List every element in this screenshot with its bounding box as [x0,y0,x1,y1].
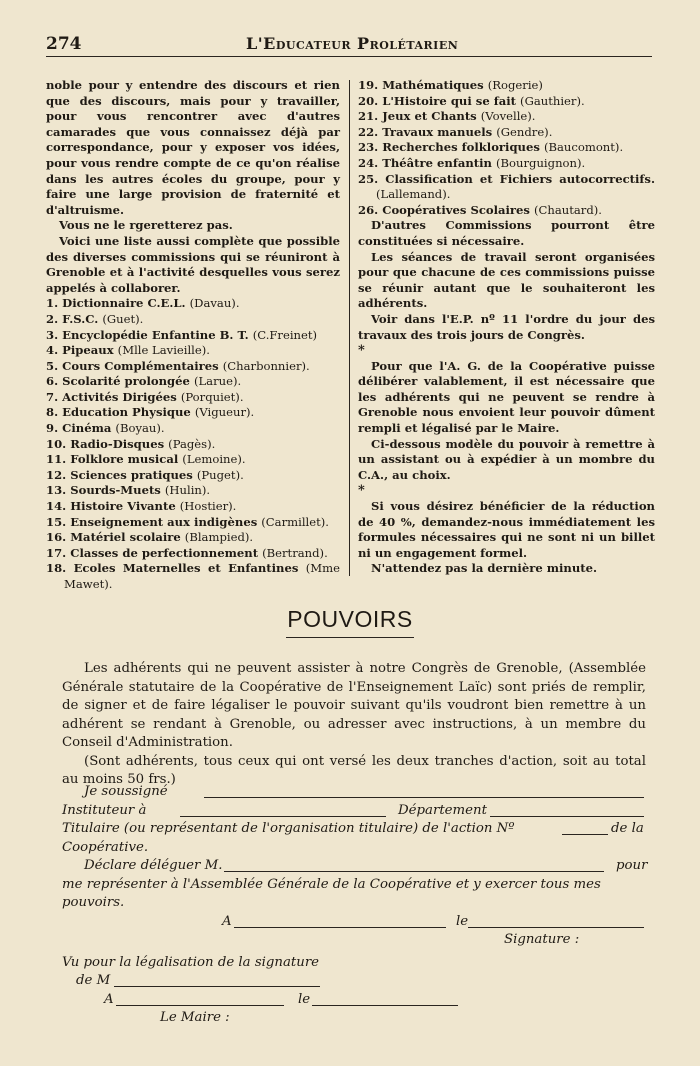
form-label: Vu pour la légalisation de la signature [62,954,320,970]
commission-item [358,203,655,219]
form-label: Département [398,802,487,818]
form-label: A [104,991,114,1007]
commission-leader: (Pagès). [168,436,216,451]
commission-item [46,561,340,592]
commission-leader: (Hulin). [164,483,211,498]
commission-item [358,172,655,203]
item-number: 19. [358,78,379,92]
item-number: 6. [46,374,59,389]
commission-title: Matériel scolaire [70,530,181,545]
journal-title: L'Educateur Prolétarien [246,34,459,53]
commission-item [46,421,340,437]
form-line-signature [62,931,652,950]
form-line-pouvoirs [62,894,652,913]
commission-item [46,405,340,421]
form-line-titulaire [62,820,652,839]
form-label: Je soussigné [84,784,168,799]
commission-leader: (Carmillet). [261,514,329,529]
form-label: Titulaire (ou représentant de l'organisation titulaire) de l'action Nº [62,821,515,836]
commission-title: Jeux et Chants [382,109,477,124]
delegate-field[interactable] [224,858,604,872]
paragraph: Les séances de travail seront organisées pour que chacune de ces commissions puisse se réunir autant que le souhaiteront les adhérents. [358,249,655,311]
commission-leader: (Gauthier). [520,93,585,108]
commission-leader: (C.Freinet) [252,327,318,342]
commission-item [358,94,655,110]
commission-leader: (Rogerie) [487,78,543,92]
form-label: pouvoirs. [62,895,125,910]
paragraph: Si vous désirez bénéficier de la réduction de 40 %, demandez-nous immédiatement les formules nécessaires qui ne sont ni un billet ni un engagement formel. [358,499,655,560]
form-label: de la [611,821,644,836]
form-label: le [456,913,469,929]
commission-leader: (Mlle Lavieille). [117,343,210,358]
page-number: 274 [46,34,82,54]
form-line-place-date [62,913,652,932]
commission-item [46,468,340,484]
form-line-soussigne [62,783,652,802]
commission-item [46,328,340,344]
commission-item [46,546,340,562]
form-line-de-m [62,972,652,991]
place-field[interactable] [234,914,446,928]
departement-field[interactable] [490,803,644,817]
item-number: 18. [46,561,67,576]
form-line-legalisation-date [62,991,652,1010]
commission-title: Scolarité prolongée [62,374,190,389]
commission-title: Sciences pratiques [70,467,193,482]
form-label: me représenter à l'Assemblée Générale de la Coopérative et y exercer tous mes [62,876,601,892]
paragraph: Vous ne le rgeretterez pas. [59,218,233,233]
commission-item [358,125,655,141]
paragraph: Pour que l'A. G. de la Coopérative puisse délibérer valablement, il est nécessaire que les adhérents qui ne peuvent se rendre à Grenoble nous envoient leur pouvoir dûment rempli et légalisé par le Maire. [358,358,655,436]
item-number: 24. [358,155,379,170]
form-label: Coopérative. [62,839,149,855]
paragraph: Ci-dessous modèle du pouvoir à remettre à un assistant ou à expédier à un mombre du C.A., au choix. [358,436,655,482]
commission-item [46,359,340,375]
commission-title: Mathématiques [382,78,484,92]
commission-title: Théâtre enfantin [382,155,492,170]
commission-item [46,374,340,390]
commission-leader: (Hostier). [179,499,237,514]
commission-leader: (Porquiet). [180,389,244,404]
commission-title: Travaux manuels [382,124,493,139]
town-field[interactable] [180,803,386,817]
date-field[interactable] [468,914,644,928]
commission-title: Radio-Disques [70,436,165,451]
item-number: 4. [46,343,59,358]
commission-leader: (Davau). [189,296,240,311]
item-number: 17. [46,545,67,560]
commission-title: Coopératives Scolaires [382,202,530,217]
commission-title: Classification et Fichiers autocorrectifs. [385,171,655,186]
commission-leader: (Lemoine). [182,452,246,467]
commission-title: Recherches folkloriques [382,140,540,155]
commission-title: Activités Dirigées [62,389,177,404]
commission-item [46,296,340,312]
form-label: A [222,913,232,929]
commission-item [46,312,340,328]
item-number: 14. [46,499,67,514]
item-number: 8. [46,405,59,420]
commission-title: Cinéma [62,421,112,436]
paragraph: noble pour y entendre des discours et rien que des discours, mais pour y travailler, pour vous rencontrer avec d'autres camarades que vous connaissez déjà par correspondance, pour y exposer vos idées, pour vous rendre compte de ce qu'on réalise dans les autres écoles du groupe, pour y faire une large provision de fraternité et d'altruisme. [46,78,340,217]
pouvoirs-intro [62,660,646,790]
form-label: de M [76,973,111,988]
separator-asterisk: * [358,483,365,499]
paragraph: Voici une liste aussi complète que possible des diverses commissions qui se réuniront à Grenoble et à l'activité desquelles vous serez appelés à collaborer. [46,233,340,295]
paragraph: N'attendez pas la dernière minute. [371,561,598,576]
item-number: 10. [46,436,67,451]
commission-leader: (Puget). [196,467,244,482]
commission-leader: (Blampied). [184,530,254,545]
item-number: 26. [358,202,379,217]
item-number: 21. [358,109,379,124]
item-number: 22. [358,124,379,139]
item-number: 13. [46,483,67,498]
paragraph: D'autres Commissions pourront être constituées si nécessaire. [358,218,655,248]
form-line-maire [62,1009,652,1028]
proxy-form [62,783,652,1028]
commission-leader: (Vigueur). [194,405,255,420]
commission-item [46,515,340,531]
column-divider [349,80,350,576]
commission-title: Dictionnaire C.E.L. [62,296,186,311]
commission-item [46,452,340,468]
item-number: 9. [46,421,59,436]
commission-title: Encyclopédie Enfantine B. T. [62,327,249,342]
commission-leader: (Baucomont). [543,140,624,155]
legalisation-date-field[interactable] [312,992,458,1006]
commission-leader: (Mme Mawet). [64,561,340,591]
form-label: pour [616,858,648,873]
item-number: 11. [46,452,67,467]
form-label: Déclare déléguer M. [84,858,223,873]
commission-leader: (Lallemand). [376,187,451,202]
commission-title: F.S.C. [62,311,99,326]
commission-item [46,530,340,546]
commission-leader: (Charbonnier). [222,358,310,373]
form-label: le [298,991,311,1007]
item-number: 15. [46,514,67,529]
form-line-cooperative [62,839,652,858]
form-line-represent [62,876,652,895]
commission-title: Histoire Vivante [70,499,176,514]
commission-list [358,78,655,218]
paragraph: Les adhérents qui ne peuvent assister à notre Congrès de Grenoble, (Assemblée Générale statutaire de la Coopérative de l'Enseignement Laïc) sont priés de remplir, de signer et de faire légaliser le pouvoir suivant qu'ils voudront bien remettre à un adhérent se rendant à Grenoble, ou adresser avec instructions, à un membre du Conseil d'Administration. [62,661,646,750]
item-number: 5. [46,358,59,373]
item-number: 12. [46,467,67,482]
commission-item [46,483,340,499]
item-number: 23. [358,140,379,155]
form-line-deleguer [62,857,652,876]
commission-item [358,140,655,156]
item-number: 2. [46,311,59,326]
commission-leader: (Guet). [102,311,144,326]
commission-leader: (Gendre). [496,124,553,139]
commission-item [358,78,655,94]
commission-title: Pipeaux [62,343,114,358]
separator-asterisk: * [358,343,365,359]
item-number: 16. [46,530,67,545]
commission-leader: (Vovelle). [480,109,536,124]
commission-leader: (Boyau). [115,421,165,436]
commission-item [46,343,340,359]
commission-leader: (Larue). [193,374,242,389]
commission-leader: (Chautard). [534,202,602,217]
item-number: 20. [358,93,379,108]
commission-title: Enseignement aux indigènes [70,514,258,529]
commission-item [46,499,340,515]
name-field[interactable] [204,784,644,798]
section-title: POUVOIRS [287,606,413,632]
item-number: 1. [46,296,59,311]
commission-item [46,390,340,406]
paragraph: Voir dans l'E.P. nº 11 l'ordre du jour des travaux des trois jours de Congrès. [358,311,655,342]
commission-title: Cours Complémentaires [62,358,219,373]
commission-title: Education Physique [62,405,191,420]
commission-title: Classes de perfectionnement [70,545,259,560]
action-number-field[interactable] [562,821,608,835]
commission-title: Folklore musical [70,452,179,467]
signature-label: Signature : [504,932,580,947]
commission-item [46,437,340,453]
commission-item [358,109,655,125]
commission-title: Sourds-Muets [70,483,161,498]
legalisation-place-field[interactable] [116,992,284,1006]
title-underline [286,637,414,638]
item-number: 25. [358,171,379,186]
commission-item [358,156,655,172]
form-label: Instituteur à [62,802,147,818]
signatory-field[interactable] [114,973,320,987]
paragraph: (Sont adhérents, tous ceux qui ont versé les deux tranches d'action, soit au total au moins 50 frs.) [62,753,646,787]
form-line-instituteur [62,802,652,821]
commission-list [46,296,340,592]
commission-leader: (Bourguignon). [496,155,586,170]
commission-title: L'Histoire qui se fait [382,93,516,108]
commission-leader: (Bertrand). [262,545,328,560]
left-column [46,78,340,593]
page-header [46,34,652,57]
commission-title: Ecoles Maternelles et Enfantines [73,561,299,576]
item-number: 7. [46,389,59,404]
item-number: 3. [46,327,59,342]
maire-label: Le Maire : [160,1010,230,1025]
right-column [358,78,655,577]
form-line-vu [62,954,652,973]
